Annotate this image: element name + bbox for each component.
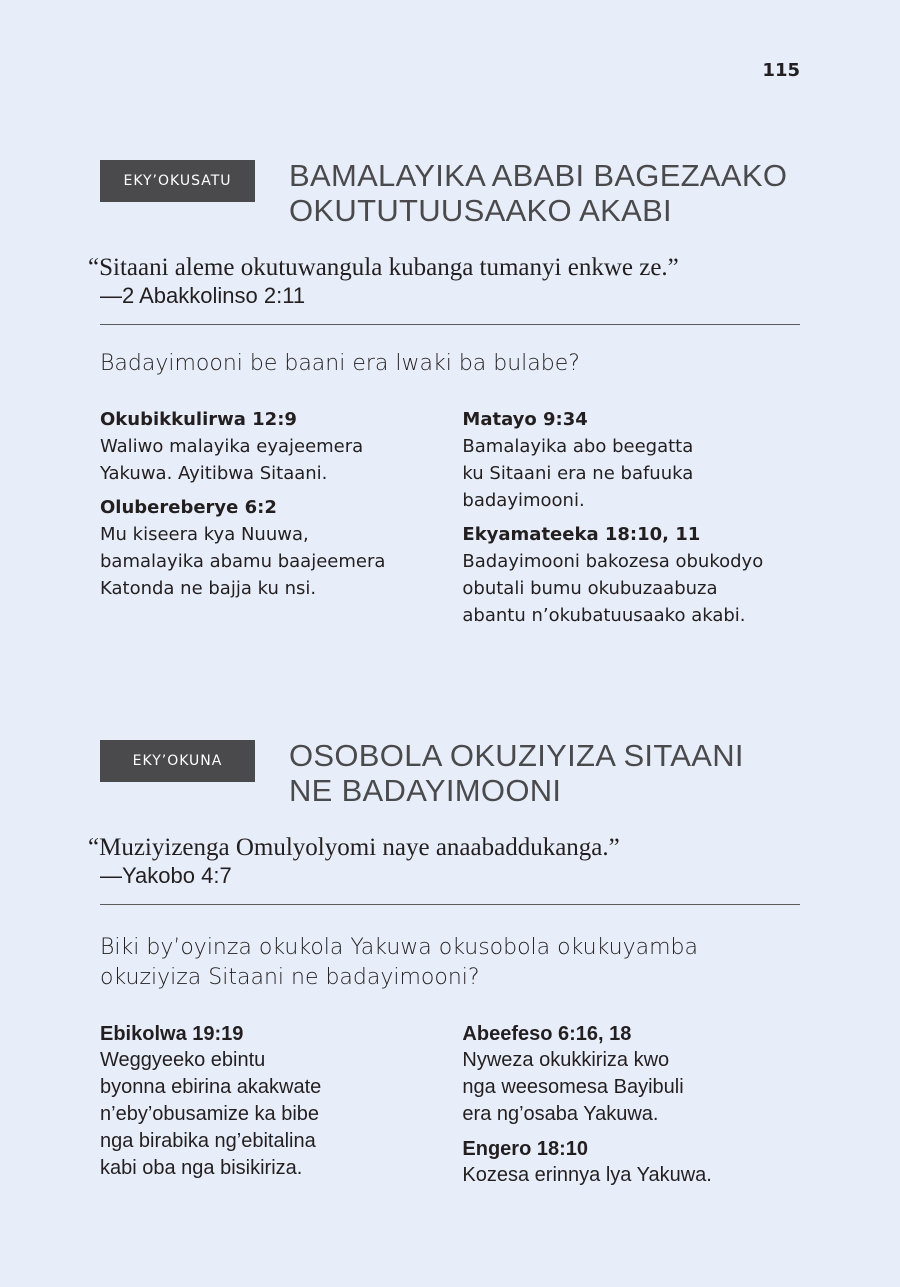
reference-line: Weggyeeko ebintu (100, 1049, 266, 1071)
reference-line: Badayimooni bakozesa obukodyo (462, 551, 764, 572)
reference-line: Nyweza okukkiriza kwo (462, 1049, 670, 1071)
reference-title[interactable]: Ebikolwa 19:19 (100, 1023, 244, 1045)
discussion-question (100, 349, 800, 379)
scripture-reference (462, 1021, 800, 1128)
scripture-reference (462, 522, 800, 629)
section-title-line: OSOBOLA OKUZIYIZA SITAANI (289, 738, 744, 773)
question-line: okuziyiza Sitaani ne badayimooni? (100, 965, 480, 990)
reference-title[interactable]: Engero 18:10 (462, 1138, 589, 1160)
reference-title[interactable]: Matayo 9:34 (462, 409, 588, 430)
quote-text: “Sitaani aleme okutuwangula kubanga tumanyi enkwe ze.” (88, 254, 679, 281)
reference-line: abantu n’okubatuusaako akabi. (462, 605, 746, 626)
quote-text: “Muziyizenga Omulyolyomi naye anaabaddukanga.” (88, 834, 620, 861)
reference-line: nga weesomesa Bayibuli (462, 1076, 684, 1098)
reference-text (462, 548, 800, 629)
section-title (289, 158, 787, 228)
quote-reference: —Yakobo 4:7 (100, 863, 232, 888)
reference-text (462, 433, 800, 514)
section-title-line: OKUTUTUUSAAKO AKABI (289, 193, 672, 228)
reference-line: kabi oba nga bisikiriza. (100, 1157, 303, 1179)
scripture-reference (100, 495, 462, 602)
reference-line: Mu kiseera kya Nuuwa, (100, 524, 309, 545)
reference-line: Bamalayika abo beegatta (462, 436, 694, 457)
section-title (289, 738, 744, 808)
scripture-reference (100, 407, 462, 487)
reference-line: obutali bumu okubuzaabuza (462, 578, 718, 599)
reference-line: era ng’osaba Yakuwa. (462, 1103, 659, 1125)
section-eky-okusatu (88, 158, 800, 637)
reference-column-left (100, 407, 462, 637)
reference-line: Waliwo malayika eyajeemera (100, 436, 364, 457)
page-number: 115 (762, 60, 800, 81)
reference-title[interactable]: Okubikkulirwa 12:9 (100, 409, 297, 430)
reference-text (462, 1047, 800, 1128)
reference-line: Kozesa erinnya lya Yakuwa. (462, 1164, 712, 1186)
reference-line: Yakuwa. Ayitibwa Sitaani. (100, 463, 328, 484)
quote-reference: —2 Abakkolinso 2:11 (100, 283, 306, 308)
reference-columns (100, 1021, 800, 1197)
section-header (100, 158, 800, 228)
reference-column-right (462, 1021, 800, 1197)
reference-line: nga birabika ng’ebitalina (100, 1130, 316, 1152)
section-header (100, 738, 800, 808)
reference-column-left (100, 1021, 462, 1197)
section-label-badge: EKY’OKUNA (100, 740, 255, 782)
section-eky-okuna (88, 738, 800, 1197)
divider (100, 324, 800, 325)
reference-columns (100, 407, 800, 637)
reference-line: badayimooni. (462, 490, 585, 511)
divider (100, 904, 800, 905)
reference-line: n’eby’obusamize ka bibe (100, 1103, 320, 1125)
scripture-reference (100, 1021, 462, 1182)
reference-line: ku Sitaani era ne bafuuka (462, 463, 694, 484)
scripture-reference (462, 407, 800, 514)
reference-title[interactable]: Abeefeso 6:16, 18 (462, 1023, 632, 1045)
reference-title[interactable]: Olubereberye 6:2 (100, 497, 277, 518)
section-title-line: BAMALAYIKA ABABI BAGEZAAKO (289, 158, 788, 193)
discussion-question (100, 933, 800, 993)
section-title-line: NE BADAYIMOONI (289, 773, 562, 808)
reference-line: byonna ebirina akakwate (100, 1076, 322, 1098)
scripture-quote (88, 834, 800, 890)
reference-text (462, 1162, 800, 1189)
reference-column-right (462, 407, 800, 637)
question-line: Badayimooni be baani era lwaki ba bulabe? (100, 351, 580, 376)
question-line: Biki by’oyinza okukola Yakuwa okusobola okukuyamba (100, 935, 698, 960)
reference-title[interactable]: Ekyamateeka 18:10, 11 (462, 524, 701, 545)
scripture-quote (88, 254, 800, 310)
reference-text (100, 1047, 462, 1182)
reference-line: bamalayika abamu baajeemera (100, 551, 386, 572)
reference-text (100, 521, 462, 602)
section-label-badge: EKY’OKUSATU (100, 160, 255, 202)
reference-text (100, 433, 462, 487)
scripture-reference (462, 1136, 800, 1189)
reference-line: Katonda ne bajja ku nsi. (100, 578, 317, 599)
